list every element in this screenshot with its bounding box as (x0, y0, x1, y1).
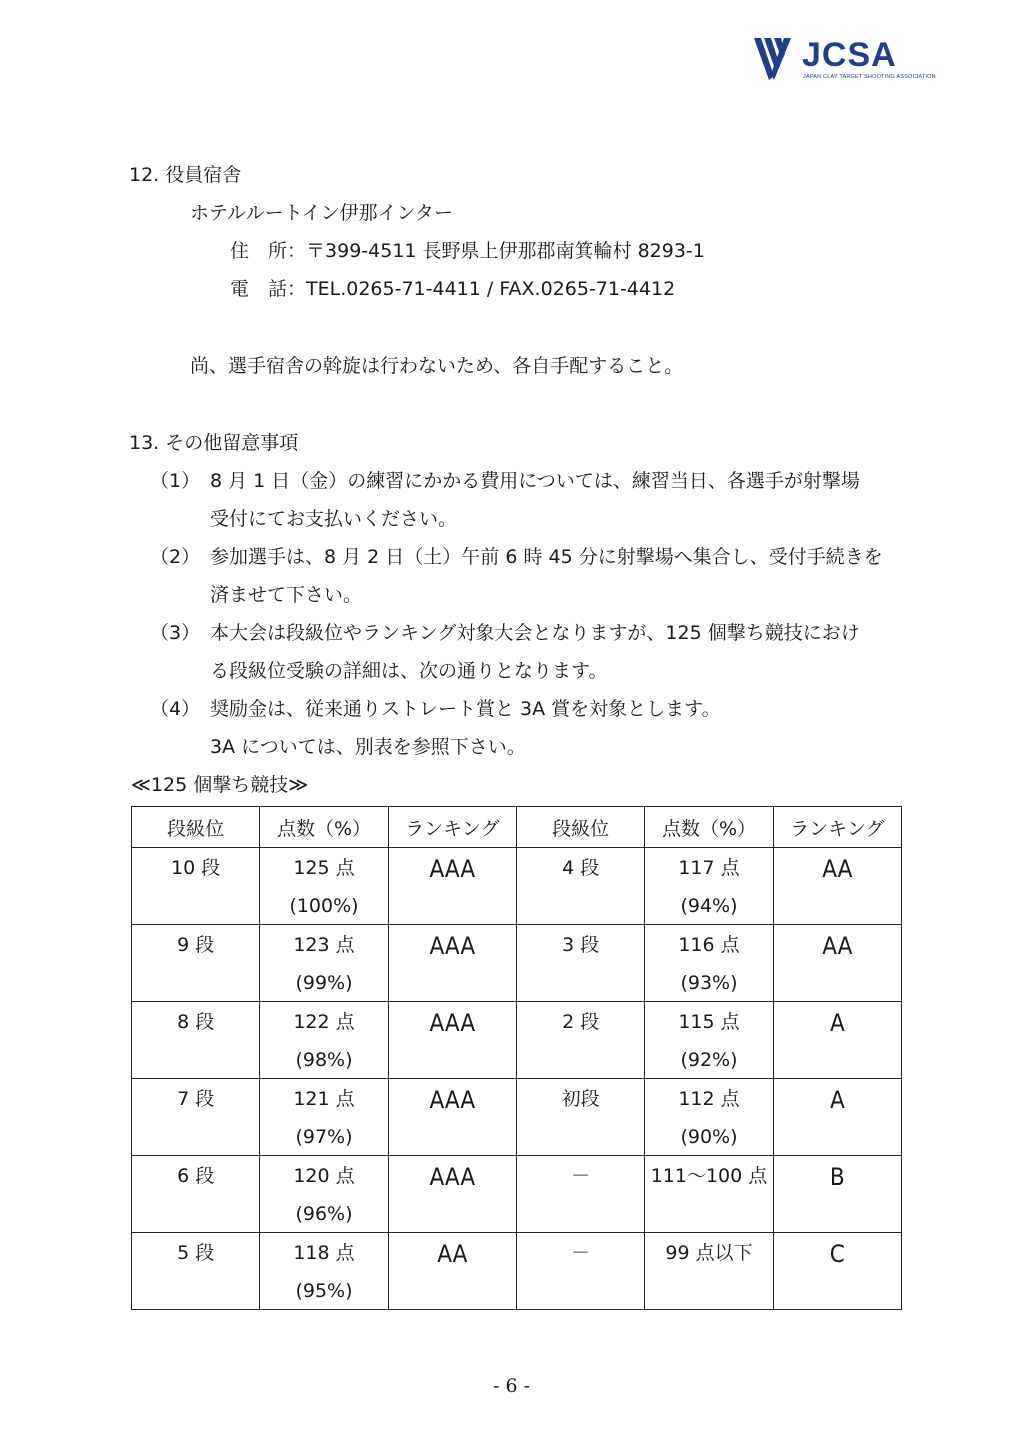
ranking-left: AA (437, 1240, 468, 1268)
grade-cell-right (516, 1233, 644, 1310)
percent-right: (92%) (680, 1049, 738, 1071)
ranking-cell-left (388, 1002, 516, 1079)
lodging-note: 尚、選手宿舎の斡旋は行わないため、各自手配すること。 (190, 355, 684, 377)
percent-left: (99%) (295, 972, 353, 994)
table-row (132, 1002, 902, 1079)
grade-cell-left (132, 1233, 260, 1310)
item-3-line1: 本大会は段級位やランキング対象大会となりますが、125 個撃ち競技におけ (210, 622, 860, 644)
header-ranking-right: ランキング (773, 807, 901, 848)
ranking-cell-left (388, 925, 516, 1002)
score-left: 125 点 (293, 857, 355, 879)
percent-left: (100%) (289, 895, 359, 917)
grade-left: 5 段 (177, 1242, 215, 1264)
table-caption: ≪125 個撃ち競技≫ (131, 774, 309, 796)
ranking-cell-left (388, 848, 516, 925)
ranking-right: AA (822, 932, 853, 960)
item-3-number: （3） (150, 622, 201, 644)
item-4-line2: 3A については、別表を参照下さい。 (210, 736, 526, 758)
score-right: 112 点 (678, 1088, 740, 1110)
score-right: 115 点 (678, 1011, 740, 1033)
score-cell-left (260, 1156, 388, 1233)
percent-right: (94%) (680, 895, 738, 917)
ranking-cell-left (388, 1233, 516, 1310)
score-cell-right (645, 1079, 773, 1156)
grade-left: 8 段 (177, 1011, 215, 1033)
ranking-cell-right (773, 1079, 901, 1156)
percent-left: (97%) (295, 1126, 353, 1148)
grade-left: 7 段 (177, 1088, 215, 1110)
header-grade-left: 段級位 (132, 807, 260, 848)
ranking-left: AAA (429, 1163, 476, 1191)
grade-cell-right (516, 925, 644, 1002)
header-score-left: 点数（%） (260, 807, 388, 848)
jcsa-logo (752, 36, 936, 86)
percent-right: (90%) (680, 1126, 738, 1148)
ranking-cell-right (773, 1002, 901, 1079)
grade-right: － (571, 1242, 591, 1264)
hotel-name: ホテルルートイン伊那インター (190, 202, 453, 224)
ranking-left: AAA (429, 855, 476, 883)
ranking-cell-left (388, 1156, 516, 1233)
score-cell-left (260, 1002, 388, 1079)
score-cell-right (645, 1156, 773, 1233)
score-right: 117 点 (678, 857, 740, 879)
address-value: 〒399-4511 長野県上伊那郡南箕輪村 8293-1 (306, 240, 705, 262)
ranking-right: C (829, 1240, 845, 1268)
table-row (132, 1156, 902, 1233)
logo-stripes-icon (752, 36, 802, 82)
grade-right: 3 段 (562, 934, 600, 956)
ranking-right: B (829, 1163, 845, 1191)
grade-left: 9 段 (177, 934, 215, 956)
item-1-line2: 受付にてお支払いください。 (210, 508, 458, 530)
ranking-right: AA (822, 855, 853, 883)
table-row (132, 848, 902, 925)
phone-label: 電 話： (230, 278, 307, 300)
grade-cell-right (516, 1079, 644, 1156)
table-row (132, 1079, 902, 1156)
percent-left: (98%) (295, 1049, 353, 1071)
header-ranking-left: ランキング (388, 807, 516, 848)
score-cell-left (260, 925, 388, 1002)
grade-left: 10 段 (171, 857, 221, 879)
grade-cell-left (132, 1002, 260, 1079)
ranking-right: A (829, 1009, 845, 1037)
score-left: 120 点 (293, 1165, 355, 1187)
score-cell-right (645, 1002, 773, 1079)
table-row (132, 1233, 902, 1310)
grade-cell-left (132, 848, 260, 925)
score-left: 123 点 (293, 934, 355, 956)
item-1-line1: 8 月 1 日（金）の練習にかかる費用については、練習当日、各選手が射撃場 (210, 470, 860, 492)
item-4-line1: 奨励金は、従来通りストレート賞と 3A 賞を対象とします。 (210, 698, 721, 720)
item-2-number: （2） (150, 546, 201, 568)
item-4-number: （4） (150, 698, 201, 720)
header-grade-right: 段級位 (516, 807, 644, 848)
score-right: 111～100 点 (650, 1165, 768, 1187)
score-cell-right (645, 925, 773, 1002)
item-2-line2: 済ませて下さい。 (210, 584, 363, 606)
score-left: 122 点 (293, 1011, 355, 1033)
ranking-left: AAA (429, 1009, 476, 1037)
header-score-right: 点数（%） (645, 807, 773, 848)
grade-left: 6 段 (177, 1165, 215, 1187)
ranking-cell-left (388, 1079, 516, 1156)
ranking-cell-right (773, 1233, 901, 1310)
ranking-cell-right (773, 1156, 901, 1233)
score-left: 121 点 (293, 1088, 355, 1110)
score-right: 116 点 (678, 934, 740, 956)
ranking-right: A (829, 1086, 845, 1114)
score-cell-left (260, 1233, 388, 1310)
ranking-cell-right (773, 925, 901, 1002)
score-cell-right (645, 1233, 773, 1310)
table-header-row (132, 807, 902, 848)
item-3-line2: る段級位受験の詳細は、次の通りとなります。 (210, 660, 608, 682)
score-cell-left (260, 848, 388, 925)
address-row (230, 239, 705, 263)
grade-right: 2 段 (562, 1011, 600, 1033)
page-number: - 6 - (493, 1375, 531, 1397)
grade-right: 4 段 (562, 857, 600, 879)
grade-ranking-table (131, 806, 902, 1310)
percent-right: (93%) (680, 972, 738, 994)
phone-value: TEL.0265-71-4411 / FAX.0265-71-4412 (306, 278, 676, 300)
score-left: 118 点 (293, 1242, 355, 1264)
grade-cell-left (132, 1079, 260, 1156)
section-12-heading: 12. 役員宿舎 (129, 164, 242, 186)
grade-cell-right (516, 848, 644, 925)
score-cell-left (260, 1079, 388, 1156)
item-2-line1: 参加選手は、8 月 2 日（土）午前 6 時 45 分に射撃場へ集合し、受付手続きを (210, 546, 883, 568)
percent-left: (95%) (295, 1280, 353, 1302)
score-cell-right (645, 848, 773, 925)
grade-cell-right (516, 1002, 644, 1079)
logo-subtitle: JAPAN CLAY TARGET SHOOTING ASSOCIATION (803, 74, 936, 80)
section-13-heading: 13. その他留意事項 (129, 432, 299, 454)
table-row (132, 925, 902, 1002)
logo-text: JCSA (802, 36, 897, 74)
score-right: 99 点以下 (665, 1242, 753, 1264)
ranking-left: AAA (429, 1086, 476, 1114)
phone-row (230, 277, 675, 301)
ranking-cell-right (773, 848, 901, 925)
item-1-number: （1） (150, 470, 201, 492)
address-label: 住 所： (230, 240, 307, 262)
grade-cell-left (132, 1156, 260, 1233)
grade-cell-right (516, 1156, 644, 1233)
grade-cell-left (132, 925, 260, 1002)
ranking-left: AAA (429, 932, 476, 960)
grade-right: 初段 (561, 1088, 600, 1110)
percent-left: (96%) (295, 1203, 353, 1225)
grade-right: － (571, 1165, 591, 1187)
